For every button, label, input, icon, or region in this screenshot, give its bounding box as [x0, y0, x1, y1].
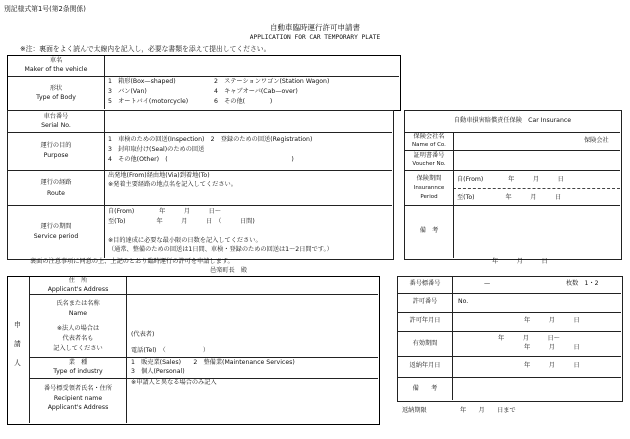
- route-line[interactable]: 出発地(From)経由地(Via)到着地(To): [108, 172, 210, 179]
- route-note: ※発着主要経路の地点名を記入してください。: [108, 181, 237, 188]
- insurance-company-ja: 保険会社名: [413, 133, 445, 140]
- recipient-note: ※申請人と異なる場合のみ記入: [131, 379, 217, 386]
- form-number: 別記様式第1号(第2条関係): [4, 5, 86, 13]
- return-deadline-value: 年 月 日まで: [460, 407, 516, 414]
- industry-label-ja: 業 種: [68, 359, 88, 366]
- purpose-option-other[interactable]: 4 その他(Other) ( ): [108, 156, 294, 163]
- insurance-header: 自動車損害賠償責任保険 Car Insurance: [453, 117, 572, 124]
- body-option-motorcycle[interactable]: 5 オートバイ(motorcycle): [108, 98, 189, 105]
- address-field[interactable]: [128, 278, 376, 293]
- insurance-company-field[interactable]: [455, 133, 580, 149]
- title-ja: 自動車臨時運行許可申請書: [270, 23, 360, 32]
- applicant-side-label-1: 申: [14, 321, 21, 329]
- name-label-ja: 氏名または名称: [56, 300, 100, 307]
- body-label-ja: 形状: [49, 85, 63, 92]
- return-deadline-label: 返納期限: [402, 407, 427, 414]
- recipient-label-ja: 番号標受領者氏名・住所: [43, 385, 113, 392]
- voucher-label-en: Voucher No.: [412, 161, 446, 167]
- corp-note-2: 代表者名も: [62, 335, 94, 342]
- declaration-date[interactable]: 年 月 日: [492, 258, 548, 265]
- insurance-remarks-field[interactable]: [455, 207, 618, 256]
- permit-date-label: 許可年月日: [409, 317, 441, 324]
- insurance-period-ja: 保険期間: [416, 175, 442, 182]
- maker-label-ja: 車名: [49, 57, 63, 64]
- insurance-to[interactable]: 至(To) 年 月 日: [457, 194, 562, 201]
- body-label-en: Type of Body: [36, 94, 76, 101]
- period-to[interactable]: 至(To) 年 月 日 （ 日間): [108, 218, 255, 225]
- purpose-option-inspection-registration[interactable]: 1 車検のための回送(Inspection) 2 登録のための回送(Registration): [108, 136, 313, 143]
- insurance-from[interactable]: 自(From) 年 月 日: [457, 176, 564, 183]
- industry-label-en: Type of industry: [53, 368, 103, 375]
- body-option-box[interactable]: 1 箱形(Box—shaped): [108, 78, 176, 85]
- serial-field[interactable]: [106, 112, 390, 130]
- route-label-ja: 運行の経路: [40, 179, 72, 186]
- insurance-remarks-label: 備 考: [419, 227, 439, 234]
- corp-note-3: 記入してください: [53, 345, 103, 352]
- address-label-en: Applicant's Address: [47, 286, 109, 293]
- period-from[interactable]: 自(From) 年 月 日〜: [108, 208, 221, 215]
- serial-label-ja: 車台番号: [43, 113, 69, 120]
- plate-number-dash: —: [484, 280, 491, 287]
- valid-period-to: 年 月 日: [524, 344, 580, 351]
- voucher-field[interactable]: [455, 151, 618, 169]
- permit-number-label: 許可番号: [412, 298, 438, 305]
- purpose-option-seal[interactable]: 3 封印取付け(Seal)のための回送: [108, 146, 205, 153]
- maker-field[interactable]: [106, 57, 396, 74]
- body-option-wagon[interactable]: 2 ステーションワゴン(Station Wagon): [214, 78, 330, 85]
- period-note-1: ※目的達成に必要な最小限の日数を記入してください。: [108, 237, 262, 244]
- serial-label-en: Serial No.: [41, 122, 71, 129]
- valid-period-label: 有効期間: [412, 340, 438, 347]
- permit-number-value: No.: [458, 298, 469, 305]
- purpose-label-ja: 運行の目的: [40, 142, 72, 149]
- address-label-ja: 住 所: [68, 277, 88, 284]
- permit-date-value: 年 月 日: [524, 317, 580, 324]
- corp-note-1: ※法人の場合は: [56, 325, 100, 332]
- route-label-en: Route: [47, 190, 65, 197]
- name-field[interactable]: [128, 296, 376, 328]
- addressee: 邑楽町長 殿: [210, 267, 248, 274]
- maker-label-en: Maker of the vehicle: [24, 66, 88, 73]
- purpose-label-en: Purpose: [43, 152, 69, 159]
- valid-period-from: 年 月 日〜: [498, 335, 560, 342]
- period-label-ja: 運行の期間: [40, 223, 72, 230]
- recipient-label-en1: Recipient name: [53, 395, 103, 402]
- insurance-period-en2: Period: [420, 194, 438, 200]
- representative-label[interactable]: (代表者): [131, 331, 155, 338]
- applicant-side-label-2: 請: [14, 340, 21, 348]
- period-note-2: （通常、整備のための回送は1日間、車検・登録のための回送は1〜2日間です。）: [108, 246, 333, 253]
- period-label-en: Service period: [33, 233, 79, 240]
- insurance-company-suffix: 保険会社: [584, 137, 609, 144]
- return-date-label: 返納年月日: [409, 362, 441, 369]
- phone-field[interactable]: 電話(Tel) （ ）: [131, 347, 210, 354]
- industry-option-sales-maintenance[interactable]: 1 販売業(Sales) 2 整備業(Maintenance Services): [131, 359, 295, 366]
- recipient-field[interactable]: [128, 390, 376, 421]
- recipient-label-en2: Applicant's Address: [47, 404, 109, 411]
- insurance-company-en: Name of Co.: [412, 142, 446, 148]
- industry-option-personal[interactable]: 3 個人(Personal): [131, 368, 185, 375]
- name-label-en: Name: [68, 310, 88, 317]
- insurance-period-en1: Insurannce: [413, 185, 445, 191]
- title-en: APPLICATION FOR CAR TEMPORARY PLATE: [249, 34, 381, 41]
- instruction-note: ※注：裏面をよく読んで太線内を記入し，必要な書類を添えて提出してください。: [20, 45, 271, 53]
- applicant-side-label-3: 人: [14, 359, 21, 367]
- body-option-van[interactable]: 3 バン(Van): [108, 88, 147, 95]
- return-date-value: 年 月 日: [524, 362, 580, 369]
- voucher-label-ja: 証明書番号: [413, 152, 445, 159]
- body-option-other[interactable]: 6 その他( ): [214, 98, 273, 105]
- body-option-cabover[interactable]: 4 キャブオーバ(Cab—over): [214, 88, 298, 95]
- declaration-text: 裏面の注意事項に同意の上、上記のとおり臨時運行の許可を申請します。: [30, 258, 234, 265]
- plate-number-label: 番号標番号: [409, 280, 441, 287]
- plate-sheets: 枚数 1・2: [566, 280, 599, 287]
- office-remarks-label: 備 考: [412, 385, 438, 392]
